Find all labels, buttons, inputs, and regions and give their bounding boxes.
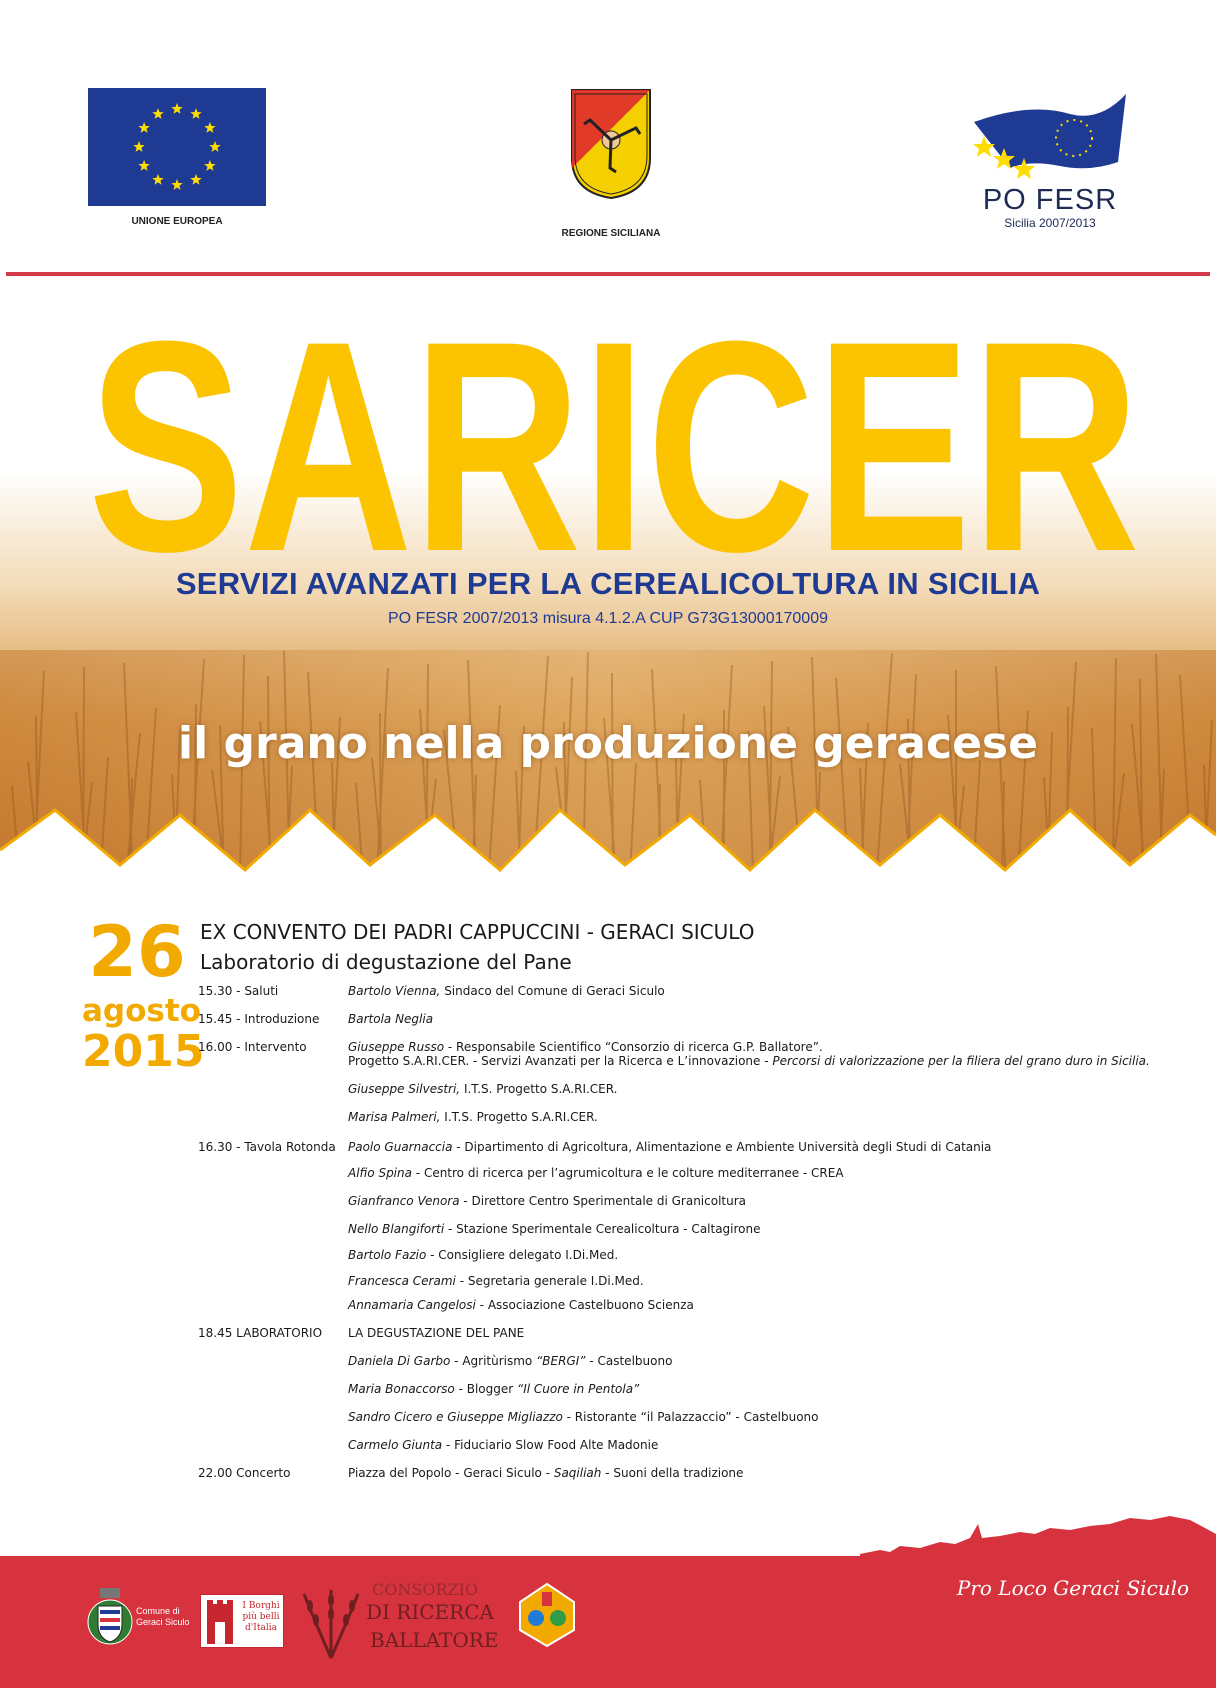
speaker-role: - Ristorante “il Palazzaccio” - Castelbuono <box>562 1410 819 1424</box>
borghi-line: più belli <box>242 1612 280 1622</box>
speaker-role: - Associazione Castelbuono Scienza <box>475 1298 694 1312</box>
project-description: Progetto S.A.RI.CER. - Servizi Avanzati per la Ricerca e L’innovazione - <box>348 1054 773 1068</box>
comune-label <box>136 1606 206 1628</box>
borghi-line: d'Italia <box>245 1623 277 1633</box>
program-time: 16.30 - Tavola Rotonda <box>198 1140 336 1154</box>
speaker-role: Sindaco del Comune di Geraci Siculo <box>440 984 665 998</box>
speaker-name: Annamaria Cangelosi <box>348 1298 476 1312</box>
venue-name: “BERGI” <box>536 1354 586 1368</box>
speaker-name: Gianfranco Venora <box>348 1194 460 1208</box>
concert-location: Piazza del Popolo - Geraci Siculo - <box>348 1466 554 1480</box>
speaker-name: Carmelo Giunta <box>348 1438 443 1452</box>
speaker-name: Bartola Neglia <box>348 1012 434 1026</box>
program-time: 16.00 - Intervento <box>198 1040 307 1054</box>
speaker-role: - Direttore Centro Sperimentale di Granicoltura <box>459 1194 747 1208</box>
sicily-coat-of-arms-logo <box>570 88 652 200</box>
po-fesr-title: PO FESR <box>982 184 1118 216</box>
speaker-name: Daniela Di Garbo <box>348 1354 451 1368</box>
po-fesr-subtitle: Sicilia 2007/2013 <box>1004 216 1096 230</box>
program-time: 22.00 Concerto <box>198 1466 291 1480</box>
speaker-name: Nello Blangiforti <box>348 1222 445 1236</box>
header-divider <box>6 272 1210 276</box>
speaker-role: - Segretaria generale I.Di.Med. <box>455 1274 644 1288</box>
speaker-name: Francesca Cerami <box>348 1274 456 1288</box>
blog-name: “Il Cuore in Pentola” <box>516 1382 640 1396</box>
consorzio-line-1: CONSORZIO <box>372 1580 479 1599</box>
speaker-role: - Dipartimento di Agricoltura, Alimentazione e Ambiente Università degli Studi di Catania <box>452 1140 992 1154</box>
borghi-piu-belli-logo <box>200 1594 284 1648</box>
hero-subtitle: SERVIZI AVANZATI PER LA CEREALICOLTURA IN SICILIA <box>175 566 1041 601</box>
speaker-name: Bartolo Fazio <box>348 1248 427 1262</box>
program-time: 15.30 - Saluti <box>198 984 279 998</box>
comune-geraci-crest-logo <box>86 1586 134 1648</box>
event-day: 26 <box>88 911 186 993</box>
speaker-role: - Agritùrismo <box>450 1354 537 1368</box>
speaker-role: I.T.S. Progetto S.A.RI.CER. <box>460 1082 618 1096</box>
wheat-ears-icon <box>296 1584 366 1660</box>
geraci-skyline-silhouette <box>860 1510 1216 1560</box>
event-venue: EX CONVENTO DEI PADRI CAPPUCCINI - GERACI SICULO <box>200 920 755 944</box>
borghi-line: I Borghi <box>242 1601 280 1611</box>
po-fesr-logo <box>970 92 1130 184</box>
program-section-title: LA DEGUSTAZIONE DEL PANE <box>348 1326 525 1340</box>
comune-label-line: Comune di <box>136 1606 180 1616</box>
program-time: 15.45 - Introduzione <box>198 1012 320 1026</box>
speaker-role: - Responsabile Scientifico “Consorzio di ricerca G.P. Ballatore”. <box>444 1040 823 1054</box>
speaker-name: Bartolo Vienna, <box>348 984 441 998</box>
speaker-name: Paolo Guarnaccia <box>348 1140 453 1154</box>
saricer-title <box>84 300 1144 590</box>
speaker-role: - Fiduciario Slow Food Alte Madonie <box>442 1438 659 1452</box>
band-name: Saqiliah <box>553 1466 602 1480</box>
speaker-role-suffix: - Castelbuono <box>585 1354 673 1368</box>
eu-label: UNIONE EUROPEA <box>131 216 223 227</box>
hero-tagline: il grano nella produzione geracese <box>178 718 1038 769</box>
concert-description: - Suoni della tradizione <box>601 1466 744 1480</box>
speaker-name: Marisa Palmeri, <box>348 1110 441 1124</box>
saricer-title-text: SARICER <box>88 300 1140 590</box>
project-subtitle: Percorsi di valorizzazione per la filiera del grano duro in Sicilia. <box>772 1054 1150 1068</box>
speaker-name: Maria Bonaccorso <box>348 1382 455 1396</box>
eu-flag-logo <box>88 88 266 206</box>
speaker-role: I.T.S. Progetto S.A.RI.CER. <box>440 1110 598 1124</box>
region-label: REGIONE SICILIANA <box>561 228 661 239</box>
event-month: agosto <box>82 993 201 1029</box>
speaker-role: - Consigliere delegato I.Di.Med. <box>426 1248 619 1262</box>
speaker-name: Giuseppe Silvestri, <box>348 1082 461 1096</box>
speaker-role: - Centro di ricerca per l’agrumicoltura e le colture mediterranee - CREA <box>411 1166 844 1180</box>
speaker-name: Sandro Cicero e Giuseppe Migliazzo <box>348 1410 563 1424</box>
consorzio-line-2: DI RICERCA <box>366 1600 494 1624</box>
pro-loco-label: Pro Loco Geraci Siculo <box>956 1576 1190 1600</box>
hero-cup-code: PO FESR 2007/2013 misura 4.1.2.A CUP G73G13000170009 <box>388 610 828 627</box>
comune-label-line: Geraci Siculo <box>136 1617 190 1627</box>
program-time: 18.45 LABORATORIO <box>198 1326 323 1340</box>
event-lab-title: Laboratorio di degustazione del Pane <box>200 950 572 974</box>
speaker-role: - Blogger <box>454 1382 517 1396</box>
consorzio-line-3: BALLATORE <box>370 1628 499 1652</box>
slow-food-logo <box>516 1582 578 1648</box>
speaker-name: Alfio Spina <box>348 1166 412 1180</box>
speaker-role: - Stazione Sperimentale Cerealicoltura - Caltagirone <box>444 1222 761 1236</box>
speaker-name: Giuseppe Russo <box>348 1040 445 1054</box>
event-year: 2015 <box>82 1026 205 1077</box>
